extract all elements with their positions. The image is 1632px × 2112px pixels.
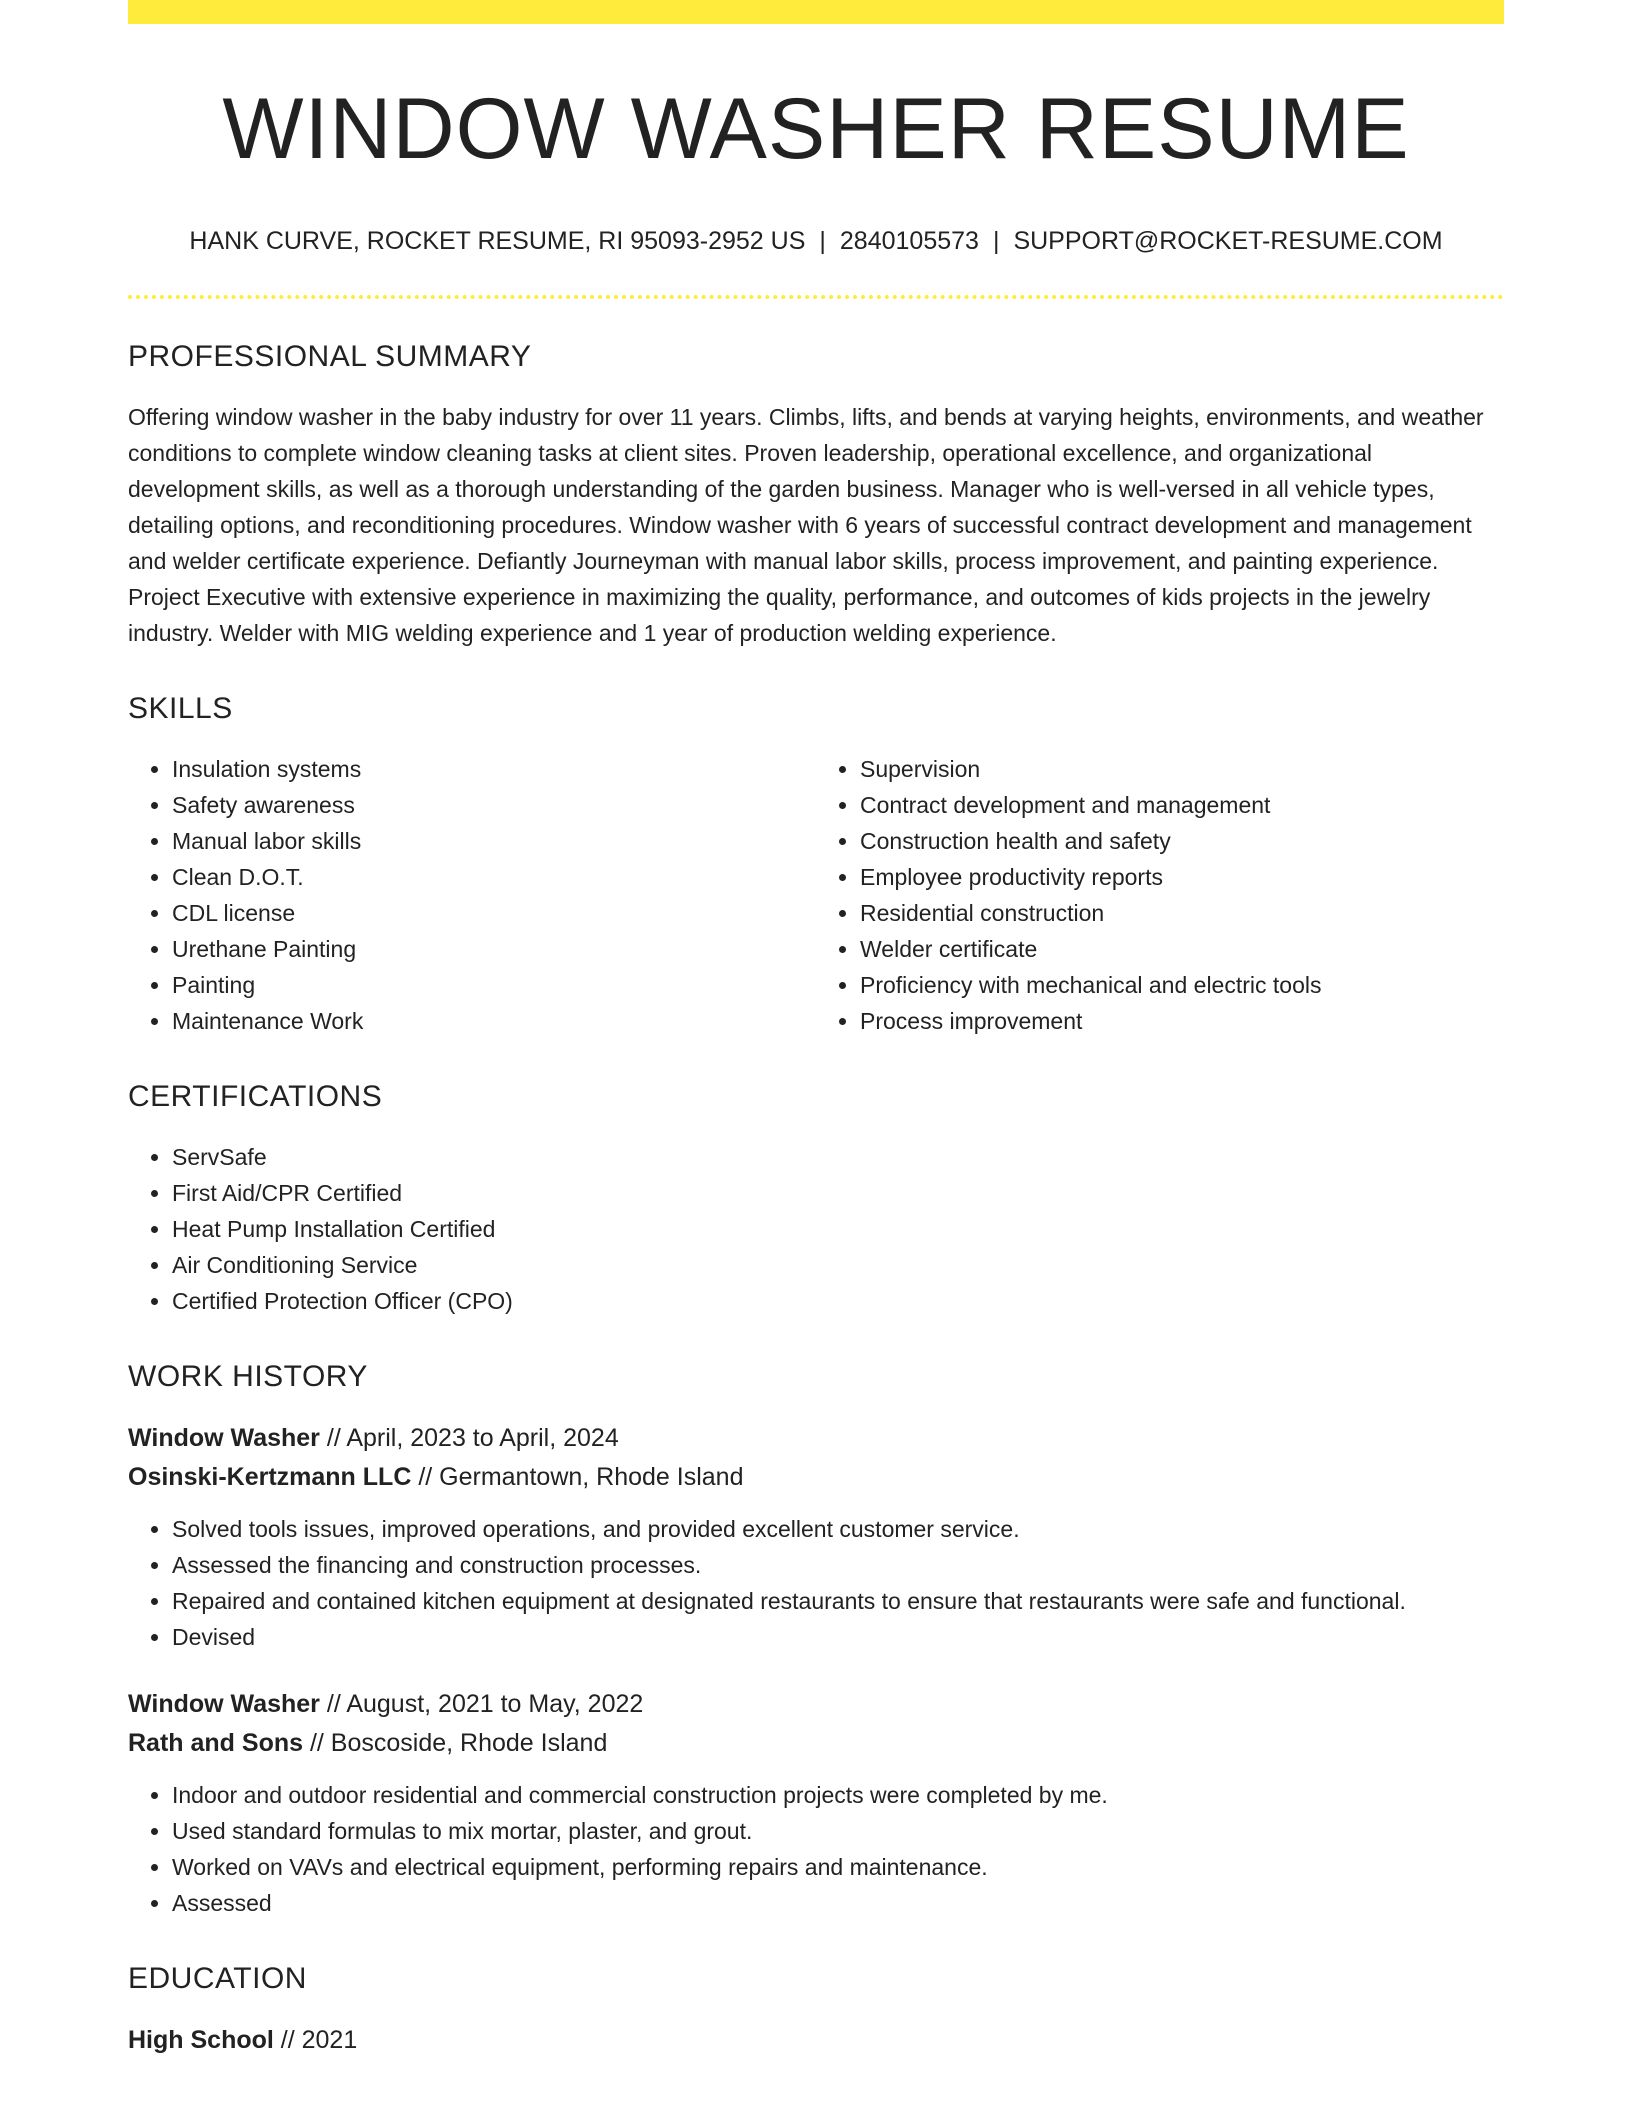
job-bullet: • Repaired and contained kitchen equipment at designated restaurants to ensure that restaurants were safe and functional. [172,1583,1504,1619]
contact-email: SUPPORT@ROCKET-RESUME.COM [1013,226,1443,255]
job-company: Osinski-Kertzmann LLC [128,1463,412,1492]
skills-columns [128,751,1504,1039]
certification-item: • First Aid/CPR Certified [172,1175,1504,1211]
job-bullet: • Indoor and outdoor residential and commercial construction projects were completed by me. [172,1777,1504,1813]
contact-separator: | [819,226,826,255]
skills-list-right [816,751,1504,1039]
job-bullet: • Assessed [172,1885,1504,1921]
skills-heading: SKILLS [128,692,233,726]
job-dates: // April, 2023 to April, 2024 [319,1424,619,1453]
contact-line [128,225,1504,258]
work-history-heading: WORK HISTORY [128,1360,368,1394]
skill-item: • Residential construction [860,895,1504,931]
skill-item: • Employee productivity reports [860,859,1504,895]
certification-item: • Certified Protection Officer (CPO) [172,1283,1504,1319]
dotted-divider [128,295,1504,299]
skill-item: • Construction health and safety [860,823,1504,859]
job-bullet: • Devised [172,1619,1504,1655]
contact-separator: | [992,226,1000,255]
skill-item: • Supervision [860,751,1504,787]
skill-item: • Insulation systems [172,751,816,787]
education-section [128,1961,1504,2060]
skill-item: • Clean D.O.T. [172,859,816,895]
skills-list-left [128,751,816,1039]
skill-item: • CDL license [172,895,816,931]
job-bullet: • Worked on VAVs and electrical equipment, performing repairs and maintenance. [172,1849,1504,1885]
education-year: // 2021 [273,2026,358,2055]
skill-item: • Painting [172,967,816,1003]
skill-item: • Welder certificate [860,931,1504,967]
education-degree: High School [128,2026,274,2055]
skill-item: • Maintenance Work [172,1003,816,1039]
job-company-line [128,1458,1504,1497]
job-bullet: • Used standard formulas to mix mortar, plaster, and grout. [172,1813,1504,1849]
resume-title: WINDOW WASHER RESUME [222,81,1410,177]
job-company-line [128,1724,1504,1763]
certification-item: • Air Conditioning Service [172,1247,1504,1283]
job-entry [128,1685,1504,1921]
contact-phone: 2840105573 [839,226,979,255]
summary-text: Offering window washer in the baby industry for over 11 years. Climbs, lifts, and bends at varying heights, environments, and weather conditions to complete window cleaning tasks at client sites. Proven leadership, operational excellence, and organizational development skills, as well as a thorough understanding of the garden business. Manager who is well-versed in all vehicle types, detailing options, and reconditioning procedures. Window washer with 6 years of successful contract development and management and welder certificate experience. Defiantly Journeyman with manual labor skills, process improvement, and painting experience. Project Executive with extensive experience in maximizing the quality, performance, and outcomes of kids projects in the jewelry industry. Welder with MIG welding experience and 1 year of production welding experience. [128,404,1484,647]
job-location: // Germantown, Rhode Island [411,1463,744,1492]
accent-top-bar [128,0,1504,24]
job-bullet: • Assessed the financing and construction processes. [172,1547,1504,1583]
education-entry [128,2021,1504,2060]
certification-item: • Heat Pump Installation Certified [172,1211,1504,1247]
skill-item: • Proficiency with mechanical and electric tools [860,967,1504,1003]
certifications-list [128,1139,1504,1319]
resume-page [128,0,1504,2060]
work-history-section [128,1359,1504,1921]
certification-item: • ServSafe [172,1139,1504,1175]
job-entry [128,1419,1504,1655]
skills-section [128,691,1504,1039]
job-location: // Boscoside, Rhode Island [303,1729,608,1758]
contact-address: HANK CURVE, ROCKET RESUME, RI 95093-2952 US [189,226,806,255]
skill-item: • Contract development and management [860,787,1504,823]
skill-item: • Process improvement [860,1003,1504,1039]
job-bullets [128,1777,1504,1921]
skill-item: • Safety awareness [172,787,816,823]
job-dates: // August, 2021 to May, 2022 [319,1690,644,1719]
education-heading: EDUCATION [128,1962,307,1996]
job-bullets [128,1511,1504,1655]
skill-item: • Urethane Painting [172,931,816,967]
certifications-heading: CERTIFICATIONS [128,1080,383,1114]
job-title: Window Washer [128,1690,320,1719]
summary-heading: PROFESSIONAL SUMMARY [128,340,532,374]
skill-item: • Manual labor skills [172,823,816,859]
summary-section [128,339,1504,651]
job-title: Window Washer [128,1424,320,1453]
job-title-line [128,1419,1504,1458]
certifications-section [128,1079,1504,1319]
job-company: Rath and Sons [128,1729,304,1758]
job-bullet: • Solved tools issues, improved operations, and provided excellent customer service. [172,1511,1504,1547]
job-title-line [128,1685,1504,1724]
